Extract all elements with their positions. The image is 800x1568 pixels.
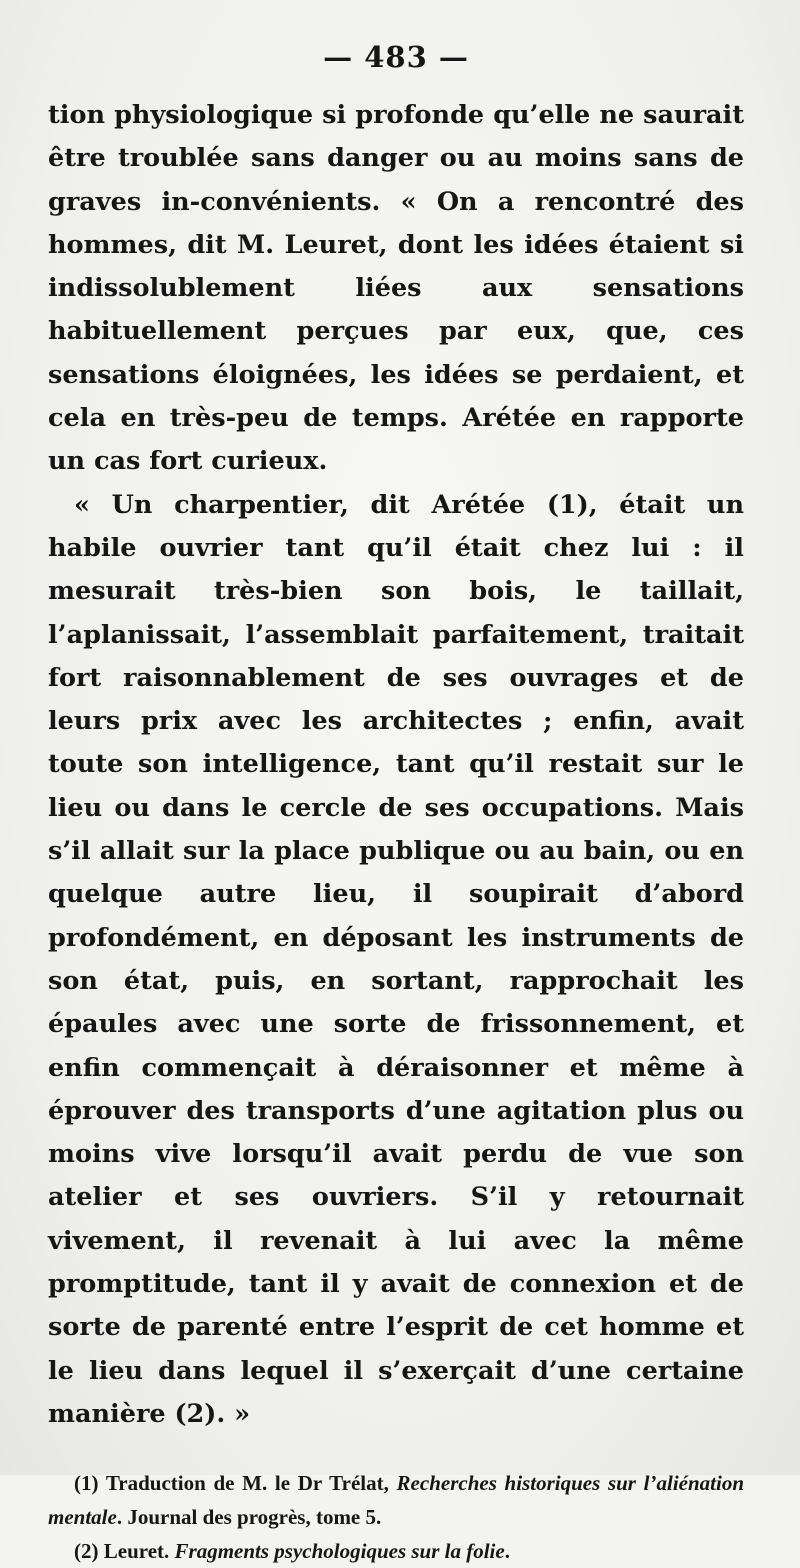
footnote-1-marker: (1) <box>74 1471 99 1496</box>
page-number: — 483 — <box>323 40 469 74</box>
paragraph-1: tion physiologique si profonde qu’elle ne saurait être troublée sans danger ou au moins sans de graves in-convénients. « On a rencontré des hommes, dit M. Leuret, dont les idées étaient si indissolublement liées aux sensations habituellement perçues par eux, que, ces sensations éloignées, les idées se perdaient, et cela en très-peu de temps. Arétée en rapporte un cas fort curieux. <box>48 100 744 477</box>
body-text <box>48 94 744 1436</box>
footnote-1-title: Recherches historiques sur l’aliénation mentale <box>48 1471 745 1530</box>
footnote-2-title: Fragments psychologiques sur la folie <box>174 1539 505 1564</box>
footnote-1-tail: . Journal des progrès, tome 5. <box>116 1505 382 1530</box>
footnote-2-text: Leuret. <box>103 1539 175 1564</box>
footnote-2-marker: (2) <box>74 1539 99 1564</box>
footnote-1 <box>48 1466 744 1534</box>
footnote-2 <box>48 1534 744 1568</box>
footnote-2-tail: . <box>504 1539 510 1564</box>
footnote-1-text: Traduction de M. le Dr Trélat, <box>105 1471 397 1496</box>
paragraph-2: « Un charpentier, dit Arétée (1), était un habile ouvrier tant qu’il était chez lui : il mesurait très-bien son bois, le taillait, l’aplanissait, l’assemblait parfaitement, traitait fort raisonnablement de ses ouvrages et de leurs prix avec les architectes ; enfin, avait toute son intelligence, tant qu’il restait sur le lieu ou dans le cercle de ses occupations. Mais s’il allait sur la place publique ou au bain, ou en quelque autre lieu, il soupirait d’abord profondément, en déposant les instruments de son état, puis, en sortant, rapprochait les épaules avec une sorte de frissonnement, et enfin commençait à déraisonner et même à éprouver des transports d’une agitation plus ou moins vive lorsqu’il avait perdu de vue son atelier et ses ouvriers. S’il y retournait vivement, il revenait à lui avec la même promptitude, tant il y avait de connexion et de sorte de parenté entre l’esprit de cet homme et le lieu dans lequel il s’exerçait d’une certaine manière (2). » <box>48 489 744 1429</box>
footnotes <box>48 1466 744 1568</box>
